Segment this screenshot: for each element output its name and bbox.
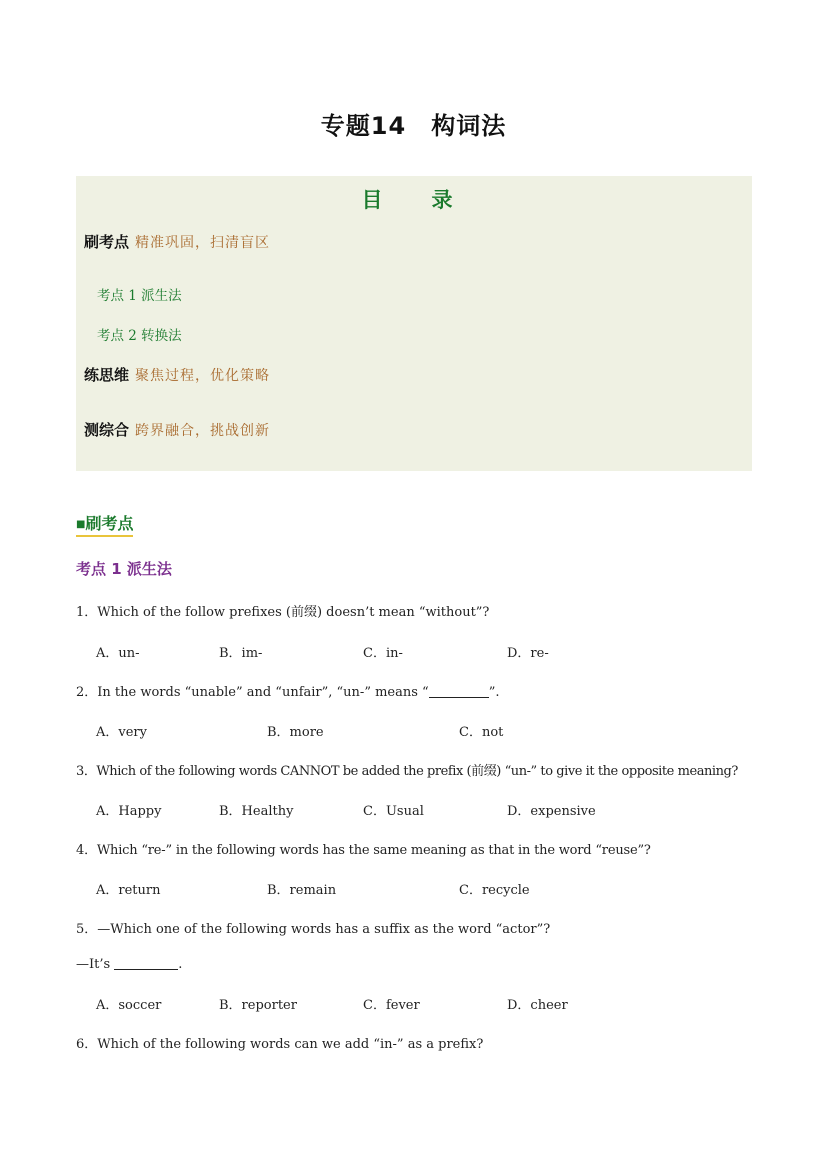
question-2-stem: 2．In the words “unable” and “unfair”, “un-” means “ bbox=[76, 685, 429, 700]
option-5a: A．soccer bbox=[96, 998, 162, 1013]
option-3d: D．expensive bbox=[507, 804, 596, 819]
question-2-stem-end: ”. bbox=[488, 685, 500, 700]
question-3: 3．Which of the following words CANNOT be added the prefix (前缀) “un-” to give it the opposite meaning? bbox=[76, 764, 738, 779]
toc-item-desc: 精准巩固，扫清盲区 bbox=[135, 235, 271, 251]
option-4b: B．remain bbox=[267, 883, 337, 898]
option-3a: A．Happy bbox=[96, 804, 162, 819]
option-2b: B．more bbox=[267, 725, 324, 740]
option-3c: C．Usual bbox=[363, 804, 424, 819]
option-1d: D．re- bbox=[507, 646, 549, 661]
toc-item-label: 测综合 bbox=[84, 421, 130, 439]
page-title: 专题14 构词法 bbox=[320, 112, 507, 140]
option-5d: D．cheer bbox=[507, 998, 568, 1013]
table-of-contents bbox=[76, 176, 752, 471]
option-4c: C．recycle bbox=[459, 883, 530, 898]
question-2 bbox=[76, 681, 499, 700]
option-1a: A．un- bbox=[96, 646, 140, 661]
option-3b: B．Healthy bbox=[219, 804, 294, 819]
question-5: 5．—Which one of the following words has a suffix as the word “actor”? bbox=[76, 922, 551, 937]
section-heading-label: 刷考点 bbox=[85, 514, 134, 533]
option-5b: B．reporter bbox=[219, 998, 297, 1013]
answer-prefix: —It’s bbox=[76, 957, 115, 972]
toc-item-lian-siwei[interactable] bbox=[84, 364, 270, 385]
question-4: 4．Which “re-” in the following words has the same meaning as that in the word “reuse”? bbox=[76, 843, 651, 858]
toc-item-label: 刷考点 bbox=[84, 233, 130, 251]
toc-item-label: 练思维 bbox=[84, 366, 130, 384]
answer-blank bbox=[429, 685, 489, 698]
square-icon: ■ bbox=[76, 519, 86, 530]
question-6: 6．Which of the following words can we add “in-” as a prefix? bbox=[76, 1037, 484, 1052]
answer-suffix: . bbox=[178, 957, 183, 972]
option-2c: C．not bbox=[459, 725, 504, 740]
question-1: 1．Which of the follow prefixes (前缀) doesn’t mean “without”? bbox=[76, 605, 490, 620]
option-5c: C．fever bbox=[363, 998, 420, 1013]
option-1c: C．in- bbox=[363, 646, 403, 661]
toc-subitem-kaodian-2[interactable]: 考点 2 转换法 bbox=[97, 328, 182, 344]
option-4a: A．return bbox=[96, 883, 161, 898]
option-1b: B．im- bbox=[219, 646, 263, 661]
question-5-answer bbox=[76, 957, 182, 972]
toc-item-ce-zonghe[interactable] bbox=[84, 419, 270, 440]
toc-subitem-kaodian-1[interactable]: 考点 1 派生法 bbox=[97, 288, 182, 304]
kaodian-heading: 考点 1 派生法 bbox=[76, 560, 172, 578]
answer-blank bbox=[114, 957, 178, 970]
section-heading bbox=[76, 511, 133, 537]
toc-item-desc: 跨界融合，挑战创新 bbox=[135, 423, 271, 439]
toc-item-shua-kaodian[interactable] bbox=[84, 231, 270, 252]
toc-heading: 目 录 bbox=[361, 188, 467, 212]
option-2a: A．very bbox=[96, 725, 147, 740]
toc-item-desc: 聚焦过程，优化策略 bbox=[135, 368, 271, 384]
